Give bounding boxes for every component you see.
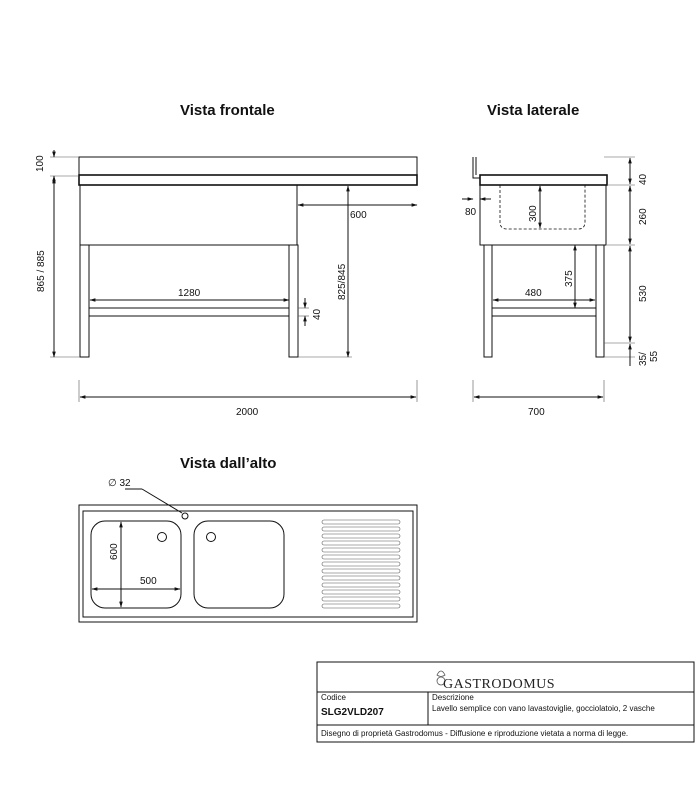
- front-cabinet: [80, 185, 297, 245]
- dim-bowl-zone: 260: [638, 208, 649, 225]
- dim-to-shelf: 375: [564, 270, 575, 287]
- side-bowl-hidden: [500, 185, 585, 229]
- ownership-notice: Disegno di proprietà Gastrodomus - Diffusione e riproduzione vietata a norma di legge.: [321, 729, 629, 738]
- side-shelf: [492, 308, 596, 316]
- top-drain-2: [207, 533, 216, 542]
- top-tap-hole: [182, 513, 188, 519]
- dim-total-depth: 700: [528, 407, 545, 418]
- front-shelf: [89, 308, 289, 316]
- dim-shelf-height: 40: [312, 308, 323, 320]
- side-view-title: Vista laterale: [487, 102, 580, 119]
- brand-name: GASTRODOMUS: [443, 677, 556, 692]
- dim-bowl-depth-top: 600: [109, 543, 120, 560]
- description-value: Lavello semplice con vano lavastoviglie, gocciolatoio, 2 vasche: [432, 704, 655, 713]
- top-drain-1: [158, 533, 167, 542]
- dim-leg-height: 865 / 885: [36, 250, 47, 292]
- side-leg-back: [484, 245, 492, 357]
- description-label: Descrizione: [432, 693, 474, 702]
- dim-cabinet-width: 600: [350, 210, 367, 221]
- dim-upstand: 40: [638, 173, 649, 185]
- dim-bowl-width-top: 500: [140, 576, 157, 587]
- code-label: Codice: [321, 693, 346, 702]
- top-bowl-1: [91, 521, 181, 608]
- top-view-title: Vista dall’alto: [180, 455, 277, 472]
- front-view: [35, 102, 417, 418]
- dim-total-width: 2000: [236, 407, 259, 418]
- dim-shelf-depth: 480: [525, 288, 542, 299]
- dim-top-height: 100: [35, 155, 46, 172]
- title-block: [317, 662, 694, 742]
- front-worktop: [79, 157, 417, 175]
- code-value: SLG2VLD207: [321, 707, 384, 718]
- dim-shelf-width: 1280: [178, 288, 201, 299]
- side-leg-front: [596, 245, 604, 357]
- side-view: [462, 102, 660, 418]
- side-cabinet: [480, 185, 606, 245]
- dim-bowl-depth: 300: [528, 205, 539, 222]
- dim-feet-b: 55: [649, 350, 660, 362]
- top-drainboard: [322, 520, 400, 608]
- top-outline: [79, 505, 417, 622]
- dim-backsplash: 80: [465, 207, 477, 218]
- front-leg-right: [289, 245, 298, 357]
- dim-feet: 35/: [638, 352, 649, 366]
- dim-legs: 530: [638, 285, 649, 302]
- top-view: [79, 455, 417, 622]
- front-top-edge: [79, 175, 417, 185]
- dim-basin-top: 825/845: [337, 263, 348, 300]
- front-leg-left: [80, 245, 89, 357]
- front-view-title: Vista frontale: [180, 102, 275, 119]
- dim-hole: ∅ 32: [108, 478, 131, 489]
- side-worktop: [480, 175, 607, 185]
